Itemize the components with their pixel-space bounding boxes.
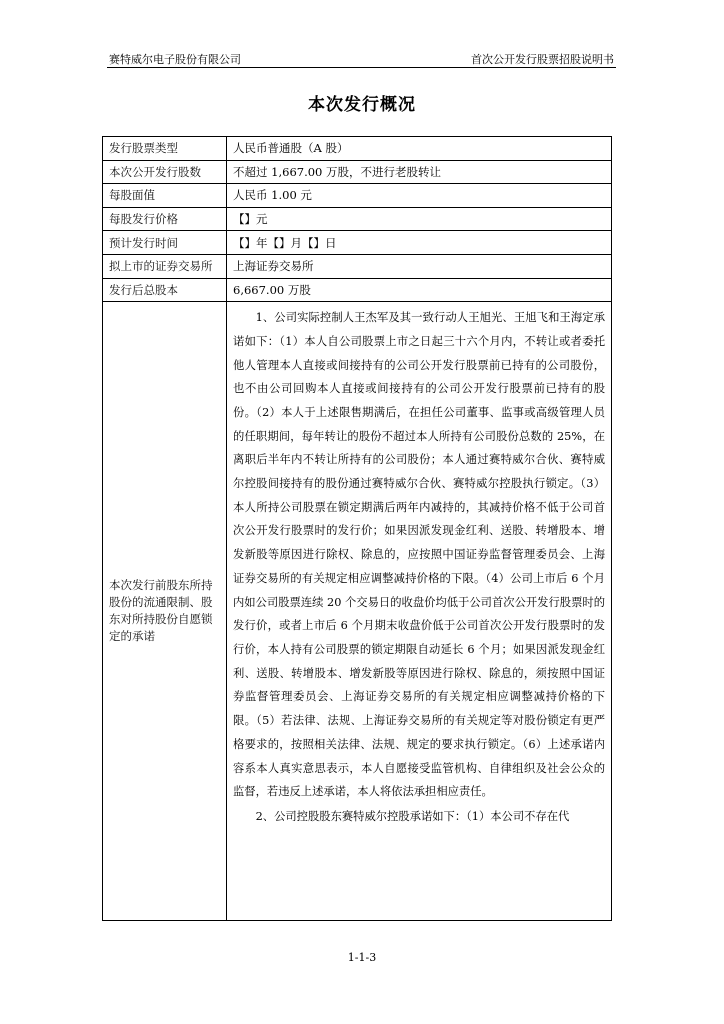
- header-doc-type: 首次公开发行股票招股说明书: [471, 53, 614, 66]
- table-row: [103, 231, 612, 255]
- row-value: 【】元: [227, 207, 612, 231]
- row-label: 本次公开发行股数: [103, 160, 227, 184]
- row-value: 【】年【】月【】日: [227, 231, 612, 255]
- row-label: 每股面值: [103, 184, 227, 208]
- table-row-lockup: [103, 302, 612, 921]
- row-label: 预计发行时间: [103, 231, 227, 255]
- row-label: 拟上市的证券交易所: [103, 254, 227, 278]
- table-row: [103, 184, 612, 208]
- header-rule: [107, 67, 616, 68]
- row-label: 发行后总股本: [103, 278, 227, 302]
- lockup-label-cell: [103, 302, 227, 921]
- lockup-paragraph-1: 1、公司实际控制人王杰军及其一致行动人王旭光、王旭飞和王海定承诺如下：（1）本人自公司股票上市之日起三十六个月内，不转让或者委托他人管理本人直接或间接持有的公司公开发行股票前已持有的公司股份，也不由公司回购本人直接或间接持有的公司公开发行股票前已持有的股份。（2）本人于上述限售期满后，在担任公司董事、监事或高级管理人员的任职期间，每年转让的股份不超过本人所持有公司股份总数的 25%，在离职后半年内不转让所持有的公司股份；本人通过赛特威尔合伙、赛特威尔控股间接持有的股份通过赛特威尔合伙、赛特威尔控股执行锁定。（3）本人所持公司股票在锁定期满后两年内减持的，其减持价格不低于公司首次公开发行股票时的发行价；如果因派发现金红利、送股、转增股本、增发新股等原因进行除权、除息的，应按照中国证券监督管理委员会、上海证券交易所的有关规定相应调整减持价格的下限。（4）公司上市后 6 个月内如公司股票连续 20 个交易日的收盘价均低于公司首次公开发行股票时的发行价，或者上市后 6 个月期末收盘价低于公司首次公开发行股票时的发行价，本人持有公司股票的锁定期限自动延长 6 个月；如果因派发现金红利、送股、转增股本、增发新股等原因进行除权、除息的，须按照中国证券监督管理委员会、上海证券交易所的有关规定相应调整减持价格的下限。（5）若法律、法规、上海证券交易所的有关规定等对股份锁定有更严格要求的，按照相关法律、法规、规定的要求执行锁定。（6）上述承诺内容系本人真实意思表示，本人自愿接受监管机构、自律组织及社会公众的监督，若违反上述承诺，本人将依法承担相应责任。: [233, 311, 605, 799]
- page-title: 本次发行概况: [308, 95, 416, 115]
- row-value: 人民币 1.00 元: [227, 184, 612, 208]
- row-value: 6,667.00 万股: [227, 278, 612, 302]
- table-row: [103, 160, 612, 184]
- lockup-label: 本次发行前股东所持股份的流通限制、股东对所持股份自愿锁定的承诺: [109, 578, 213, 644]
- row-value: 人民币普通股（A 股）: [227, 137, 612, 161]
- row-label: 发行股票类型: [103, 137, 227, 161]
- table-row: [103, 278, 612, 302]
- row-value: 不超过 1,667.00 万股，不进行老股转让: [227, 160, 612, 184]
- header-company: 赛特威尔电子股份有限公司: [109, 53, 241, 66]
- lockup-commitment-cell: [227, 302, 612, 921]
- page-number: 1-1-3: [347, 951, 377, 964]
- offering-summary-table: [102, 136, 612, 921]
- row-value: 上海证券交易所: [227, 254, 612, 278]
- lockup-paragraph-2: 2、公司控股股东赛特威尔控股承诺如下：（1）本公司不存在代: [255, 809, 570, 823]
- row-label: 每股发行价格: [103, 207, 227, 231]
- table-row: [103, 137, 612, 161]
- table-row: [103, 207, 612, 231]
- table-row: [103, 254, 612, 278]
